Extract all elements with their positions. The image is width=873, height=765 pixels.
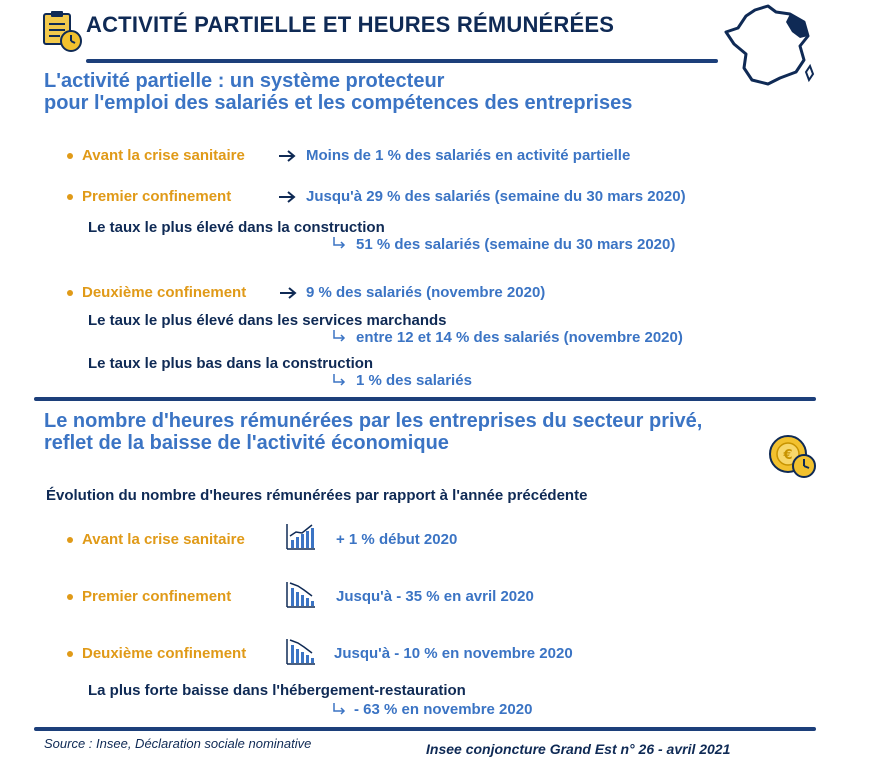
section2-heading — [44, 410, 702, 454]
item-label: Premier confinement — [82, 588, 232, 605]
bullet-dot — [67, 537, 73, 543]
chart-trend-down-icon — [286, 637, 316, 665]
section1-heading-line2: pour l'emploi des salariés et les compétences des entreprises — [44, 92, 633, 114]
title-underline — [86, 59, 718, 63]
section2-heading-line1: Le nombre d'heures rémunérées par les entreprises du secteur privé, — [44, 410, 703, 432]
publication-note: Insee conjoncture Grand Est n° 26 - avril 2021 — [426, 741, 731, 757]
item-value: Moins de 1 % des salariés en activité partielle — [306, 147, 631, 164]
item-label: Deuxième confinement — [82, 284, 247, 301]
arrow-right-icon — [278, 149, 296, 163]
item-label: Premier confinement — [82, 188, 232, 205]
detail-text: La plus forte baisse dans l'hébergement-restauration — [88, 682, 466, 699]
chart-trend-down-icon — [286, 580, 316, 608]
footer-divider — [34, 727, 816, 731]
item-label: Deuxième confinement — [82, 645, 247, 662]
bullet-dot — [67, 290, 73, 296]
item-label: Avant la crise sanitaire — [82, 147, 245, 164]
detail-value: 51 % des salariés (semaine du 30 mars 2020) — [356, 236, 676, 253]
section2-subtitle: Évolution du nombre d'heures rémunérées par rapport à l'année précédente — [46, 487, 588, 504]
arrow-right-icon — [279, 286, 297, 300]
item-value: Jusqu'à - 10 % en novembre 2020 — [334, 645, 573, 662]
detail-value: - 63 % en novembre 2020 — [354, 701, 533, 718]
bullet-dot — [67, 594, 73, 600]
coin-clock-icon — [768, 434, 818, 480]
detail-value: 1 % des salariés — [356, 372, 472, 389]
bullet-dot — [67, 651, 73, 657]
item-label: Avant la crise sanitaire — [82, 531, 245, 548]
section2-heading-line2: reflet de la baisse de l'activité économique — [44, 432, 449, 454]
section1-heading — [44, 70, 632, 114]
bullet-dot — [67, 153, 73, 159]
detail-value: entre 12 et 14 % des salariés (novembre 2020) — [356, 329, 683, 346]
france-map-icon — [720, 2, 820, 88]
chart-trend-up-icon — [286, 522, 316, 550]
item-value: + 1 % début 2020 — [336, 531, 458, 548]
detail-text: Le taux le plus élevé dans les services marchands — [88, 312, 447, 329]
hook-arrow-icon — [332, 237, 346, 249]
item-value: 9 % des salariés (novembre 2020) — [306, 284, 546, 301]
detail-text: Le taux le plus élevé dans la construction — [88, 219, 385, 236]
section-divider — [34, 397, 816, 401]
hook-arrow-icon — [332, 374, 346, 386]
item-value: Jusqu'à 29 % des salariés (semaine du 30 mars 2020) — [306, 188, 686, 205]
hook-arrow-icon — [332, 330, 346, 342]
clipboard-clock-icon — [40, 10, 84, 54]
arrow-right-icon — [278, 190, 296, 204]
section1-heading-line1: L'activité partielle : un système protecteur — [44, 70, 445, 92]
page-title: ACTIVITÉ PARTIELLE ET HEURES RÉMUNÉRÉES — [86, 12, 615, 37]
bullet-dot — [67, 194, 73, 200]
source-note: Source : Insee, Déclaration sociale nominative — [44, 736, 312, 751]
item-value: Jusqu'à - 35 % en avril 2020 — [336, 588, 534, 605]
detail-text: Le taux le plus bas dans la construction — [88, 355, 374, 372]
svg-text:€: € — [783, 448, 793, 463]
hook-arrow-icon — [332, 703, 346, 715]
